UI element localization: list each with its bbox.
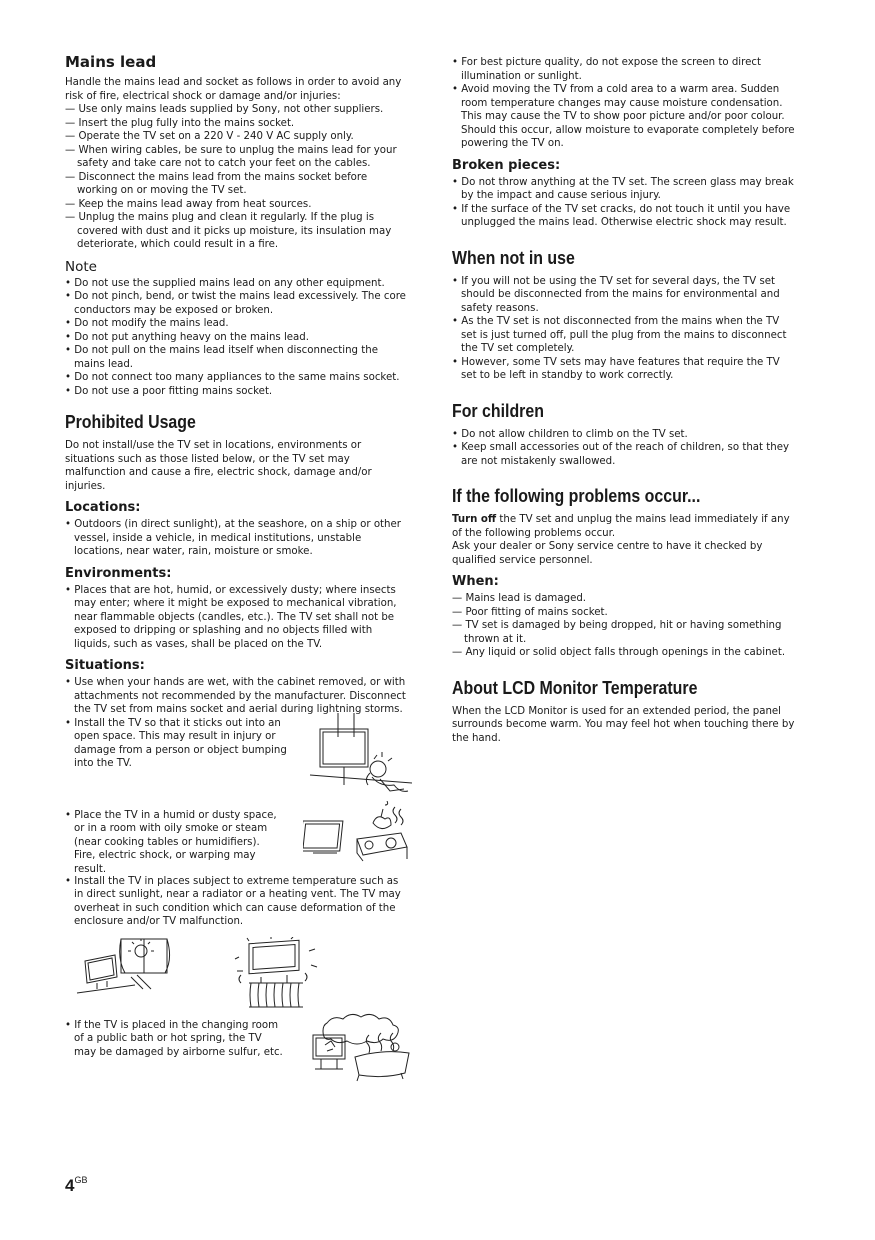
list-item: • Do not connect too many appliances to the same mains socket.	[65, 371, 410, 385]
list-item: • Use when your hands are wet, with the cabinet removed, or with attachments not recommended by the manufacturer. Disconnect the TV set from mains socket and aerial during lightning storms.	[65, 676, 410, 717]
list-item: • Places that are hot, humid, or excessively dusty; where insects may enter; where it might be exposed to mechanical vibration, near flammable objects (candles, etc.). The TV set shall not be exposed to dripping or splashing and no objects filled with liquids, such as vases, shall be placed on the TV.	[65, 584, 410, 652]
environments-list	[65, 584, 410, 652]
turn-off-emphasis: Turn off	[452, 514, 497, 525]
list-item: • For best picture quality, do not expose the screen to direct illumination or sunlight.	[452, 56, 797, 83]
list-item: — Any liquid or solid object falls through openings in the cabinet.	[452, 646, 797, 660]
list-item: — Operate the TV set on a 220 V - 240 V AC supply only.	[65, 130, 410, 144]
list-item: • Avoid moving the TV from a cold area to a warm area. Sudden room temperature changes may cause moisture condensation. This may cause the TV to show poor picture and/or poor colour. Should this occur, allow moisture to evaporate completely before powering the TV on.	[452, 83, 797, 151]
page-number-suffix: GB	[74, 1175, 88, 1185]
list-item: — Mains lead is damaged.	[452, 592, 797, 606]
lcd-temperature-text: When the LCD Monitor is used for an extended period, the panel surrounds become warm. You may feel hot when touching there by the hand.	[452, 705, 795, 744]
note-list	[65, 277, 410, 399]
list-item: — Unplug the mains plug and clean it regularly. If the plug is covered with dust and it picks up moisture, its insulation may deteriorate, which could result in a fire.	[65, 211, 410, 252]
list-item: • Do not use the supplied mains lead on any other equipment.	[65, 277, 410, 291]
left-column	[65, 52, 410, 1089]
tv-bath-illustration	[303, 1013, 411, 1083]
list-item: • Install the TV in places subject to extreme temperature such as in direct sunlight, near a radiator or a heating vent. The TV may overheat in such condition which can cause deformation of the enclosure and/or TV malfunction.	[65, 875, 410, 929]
for-children-heading: For children	[452, 399, 544, 421]
tv-steam-illustration	[303, 801, 413, 867]
situation-humid	[65, 809, 410, 875]
list-item: • Install the TV so that it sticks out into an open space. This may result in injury or damage from a person or object bumping into the TV.	[65, 717, 410, 771]
situation-sticks-out	[65, 717, 410, 809]
mains-lead-list	[65, 103, 410, 252]
mains-lead-intro: Handle the mains lead and socket as follows in order to avoid any risk of fire, electrical shock or damage and/or injuries:	[65, 77, 402, 102]
environments-heading: Environments:	[65, 565, 172, 581]
problems-intro-rest: the TV set and unplug the mains lead immediately if any of the following problems occur.	[452, 514, 790, 539]
list-item: — Keep the mains lead away from heat sources.	[65, 198, 410, 212]
list-item: — Use only mains leads supplied by Sony, not other suppliers.	[65, 103, 410, 117]
list-item: • Do not pull on the mains lead itself when disconnecting the mains lead.	[65, 344, 410, 371]
list-item: • Place the TV in a humid or dusty space, or in a room with oily smoke or steam (near cooking tables or humidifiers). Fire, electric shock, or warping may result.	[65, 809, 410, 877]
page-number-value: 4	[65, 1176, 75, 1195]
problems-intro	[452, 513, 797, 540]
tv-sunlight-illustration	[75, 937, 175, 1013]
list-item: • Do not put anything heavy on the mains lead.	[65, 331, 410, 345]
list-item: • Do not use a poor fitting mains socket.	[65, 385, 410, 399]
list-item: • Do not modify the mains lead.	[65, 317, 410, 331]
problems-list	[452, 592, 797, 660]
not-in-use-list	[452, 275, 797, 383]
temperature-illustrations	[65, 937, 410, 1013]
list-item: • If the surface of the TV set cracks, do not touch it until you have unplugged the mains lead. Otherwise electric shock may result.	[452, 203, 797, 230]
tv-bump-illustration	[308, 713, 412, 805]
list-item: — Disconnect the mains lead from the mains socket before working on or moving the TV set.	[65, 171, 410, 198]
prohibited-intro: Do not install/use the TV set in locations, environments or situations such as those listed below, or the TV set may malfunction and cause a fire, electric shock, damage and/or injuries.	[65, 440, 372, 492]
prohibited-usage-heading: Prohibited Usage	[65, 411, 196, 432]
list-item: — TV set is damaged by being dropped, hit or having something thrown at it.	[452, 619, 797, 646]
picture-quality-list	[452, 56, 797, 151]
note-heading: Note	[65, 258, 97, 275]
list-item: • Do not allow children to climb on the TV set.	[452, 428, 797, 442]
lcd-temperature-heading: About LCD Monitor Temperature	[452, 676, 698, 698]
list-item: • However, some TV sets may have features that require the TV set to be left in standby to work correctly.	[452, 356, 797, 383]
list-item: — When wiring cables, be sure to unplug the mains lead for your safety and take care not to catch your feet on the cables.	[65, 144, 410, 171]
list-item: • If the TV is placed in the changing room of a public bath or hot spring, the TV may be damaged by airborne sulfur, etc.	[65, 1019, 410, 1060]
problems-heading: If the following problems occur...	[452, 485, 701, 506]
situations-heading: Situations:	[65, 658, 145, 673]
problems-intro-2: Ask your dealer or Sony service centre to have it checked by qualified service personnel.	[452, 541, 763, 566]
mains-lead-heading: Mains lead	[65, 53, 157, 71]
locations-list	[65, 518, 410, 559]
list-item: • Outdoors (in direct sunlight), at the seashore, on a ship or other vessel, inside a vehicle, in medical institutions, unstable locations, near water, rain, moisture or smoke.	[65, 518, 410, 559]
list-item: • Do not throw anything at the TV set. The screen glass may break by the impact and cause serious injury.	[452, 176, 797, 203]
broken-pieces-list	[452, 176, 797, 230]
tv-radiator-illustration	[231, 937, 321, 1013]
page-number	[65, 1176, 87, 1196]
broken-pieces-heading: Broken pieces:	[452, 157, 561, 173]
when-heading: When:	[452, 574, 499, 589]
situation-temperature	[65, 875, 410, 929]
children-list	[452, 428, 797, 469]
situations-list	[65, 676, 410, 717]
list-item: • Do not pinch, bend, or twist the mains lead excessively. The core conductors may be exposed or broken.	[65, 290, 410, 317]
list-item: • As the TV set is not disconnected from the mains when the TV set is just turned off, pull the plug from the mains to disconnect the TV set completely.	[452, 315, 797, 356]
list-item: • Keep small accessories out of the reach of children, so that they are not mistakenly swallowed.	[452, 441, 797, 468]
list-item: • If you will not be using the TV set for several days, the TV set should be disconnected from the mains for environmental and safety reasons.	[452, 275, 797, 316]
situation-bath	[65, 1019, 410, 1089]
when-not-in-use-heading: When not in use	[452, 246, 575, 268]
list-item: — Insert the plug fully into the mains socket.	[65, 117, 410, 131]
right-column	[452, 56, 797, 745]
locations-heading: Locations:	[65, 500, 141, 515]
list-item: — Poor fitting of mains socket.	[452, 606, 797, 620]
